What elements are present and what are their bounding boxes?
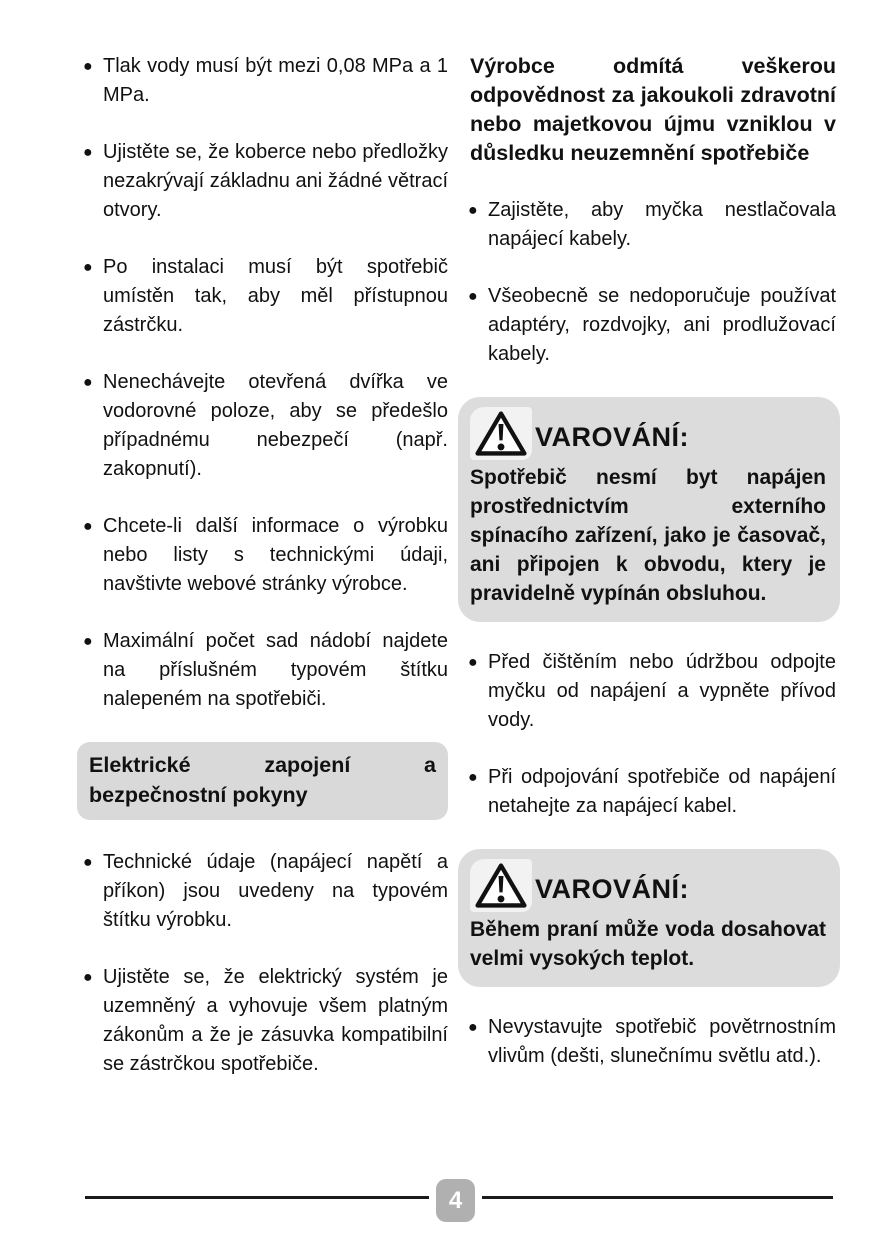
list-item: ● Nenechávejte otevřená dvířka ve vodorovné poloze, aby se předešlo případnému nebezpečí (např. zakopnutí).	[85, 368, 448, 484]
warning-title: VAROVÁNÍ:	[535, 422, 690, 452]
list-item: ● Nevystavujte spotřebič povětrnostním vlivům (dešti, slunečnímu světlu atd.).	[470, 1013, 836, 1071]
warning-box-power-supply	[458, 397, 840, 622]
bullet-list-right-bottom	[470, 1013, 836, 1071]
list-item: ● Zajistěte, aby myčka nestlačovala napájecí kabely.	[470, 196, 836, 254]
bullet-list-right-middle	[470, 648, 836, 821]
section-heading-electrical-safety: Elektrické zapojení a bezpečnostní pokyny	[77, 742, 448, 820]
intro-bold-paragraph: Výrobce odmítá veškerou odpovědnost za jakoukoli zdravotní nebo majetkovou újmu vzniklou v důsledku neuzemnění spotřebiče	[470, 54, 836, 165]
list-item: ● Maximální počet sad nádobí najdete na příslušném typovém štítku nalepeném na spotřebiči.	[85, 627, 448, 714]
warning-box-hot-water	[458, 849, 840, 987]
list-item: ● Před čištěním nebo údržbou odpojte myčku od napájení a vypněte přívod vody.	[470, 648, 836, 735]
warning-body: Během praní může voda dosahovat velmi vysokých teplot.	[470, 918, 826, 970]
list-item: ● Chcete-li další informace o výrobku nebo listy s technickými údaji, navštivte webové stránky výrobce.	[85, 512, 448, 599]
list-item: ● Technické údaje (napájecí napětí a příkon) jsou uvedeny na typovém štítku výrobku.	[85, 848, 448, 935]
warning-triangle-icon	[470, 407, 532, 460]
page-number-badge: 4	[436, 1179, 475, 1222]
warning-title: VAROVÁNÍ:	[535, 874, 690, 904]
bullet-list-left-top	[85, 52, 448, 714]
list-item: ● Při odpojování spotřebiče od napájení netahejte za napájecí kabel.	[470, 763, 836, 821]
bullet-list-right-top	[470, 196, 836, 369]
bullet-list-left-bottom	[85, 848, 448, 1079]
warning-header	[470, 859, 826, 912]
list-item: ● Tlak vody musí být mezi 0,08 MPa a 1 MPa.	[85, 52, 448, 110]
warning-triangle-icon	[470, 859, 532, 912]
list-item: ● Ujistěte se, že elektrický systém je uzemněný a vyhovuje všem platným zákonům a že je zásuvka kompatibilní se zástrčkou spotřebiče.	[85, 963, 448, 1079]
list-item: ● Po instalaci musí být spotřebič umístěn tak, aby měl přístupnou zástrčku.	[85, 253, 448, 340]
warning-header	[470, 407, 826, 460]
right-column	[470, 52, 836, 1071]
list-item: ● Všeobecně se nedoporučuje používat adaptéry, rozdvojky, ani prodlužovací kabely.	[470, 282, 836, 369]
list-item: ● Ujistěte se, že koberce nebo předložky nezakrývají základnu ani žádné větrací otvory.	[85, 138, 448, 225]
left-column	[85, 52, 448, 1107]
warning-body: Spotřebič nesmí byt napájen prostřednictvím externího spínacího zařízení, jako je časovač, ani připojen k obvodu, ktery je pravidelně vypínán obsluhou.	[470, 466, 826, 605]
